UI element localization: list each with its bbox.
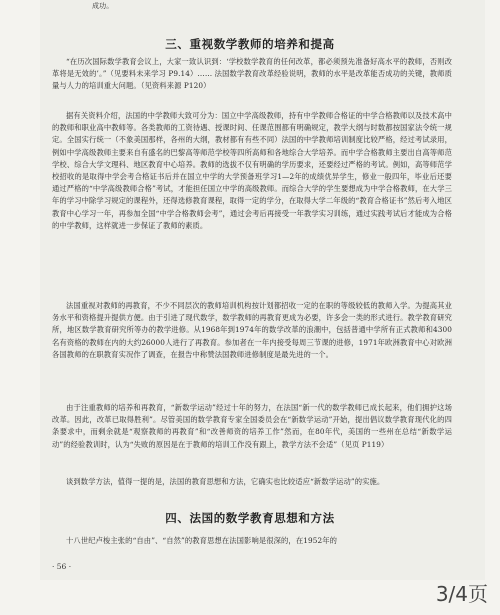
paragraph-6-text: 十八世纪卢梭主张的“自由”、“自然”的教育思想在法国影响是很深的，在1952年的: [66, 536, 337, 545]
section-4-title: 四、法国的数学教育思想和方法: [165, 511, 335, 525]
paragraph-4-text: 由于注重教师的培养和再教育，“新数学运动”经过十年的努力，在法国“新一代的数学教师已成长起来，他们拥护这场改革。因此，改革已取得胜利”。尽管美国的数学教育专家全国委员会在“新数学运动”开始，提出倡议数学教育现代化的四条要求中，而剩余就是“观察教师的再教育”和“改善师资的培养工作”然而，在80年代，美国的一些州在总结“新数学运动”的经验教训时，认为“失败的原因是在于教师的培训工作没有跟上，教学方法不会适”（见页 P119）: [52, 403, 452, 449]
section-3-title: 三、重视数学教师的培养和提高: [165, 37, 335, 51]
paragraph-3-text: 法国重视对教师的再教育，不少不同层次的教师培训机构按计划都招收一定的在职的等级较低的教师入学。为提高其业务水平和资格提升提供方便。由于引进了现代数学，数学教师的再教育更成为必要，许多会一类的形式进行。教学教育研究所，地区数学教育研究所等办的教学进修。从1968年到1974年的数学改革的浪潮中，包括普通中学所有正式教师和4300名有资格的教师在内的大约26000人进行了再教育。参加者在一年内接受每周三节课的进修，1971年欧洲教育中心对欧洲各国教师的在职教育实况作了调查，在报告中称赞法国教师进修制度是最先进的一个。: [52, 301, 452, 359]
top-line-text: 成功。: [92, 2, 114, 10]
paragraph-1: [52, 56, 452, 93]
paragraph-5-text: 谈到数学方法，值得一提的是，法国的教育思想和方法，它确实也比较适应“新数学运动”的实施。: [66, 477, 385, 486]
scanned-page: [40, 0, 485, 580]
paragraph-3: [52, 300, 452, 361]
paragraph-1-text: “在历次国际数学教育会议上，大家一致认识到：‘学校数学教育的任何改革，都必须预先准备好高水平的教师，否则改革将是无效的’。”（见要料未来学习 P9.14）…… 法国数学教育改革经验说明，教师的水平是改革能否成功的关键，教师质量与人力的培训重大问题。（见资料来源 P120）: [52, 57, 452, 91]
page-counter: 3/4页: [435, 582, 488, 606]
paragraph-2-text: 据有关资料介绍，法国的中学教师大致可分为：国立中学高级教师，持有中学教师合格证的中学合格教师以及技术高中的教师和职业高中教师等。各类教师的工资待遇、授课时间、任课范围都有明确规定，教学大纲与时数都按国家法令统一规定。全国实行统一（不象美国那样，各州的大纲，教材都有有些不同）法国的中学教师培训制度比较严格，经过考试录用，例如中学高级教师主要来自有盛名的巴黎高等师范学校等四所高师和各地综合大学培养。而中学合格教师主要出自高等师范学校、综合大学文理科、地区教育中心培养。教师的选拔不仅有明确的学历要求，还要经过严格的考试。例如，高等师范学校招收的是取得中学会考合格证书后并在国立中学的大学预备班学习1—2年的成绩优异学生，修业一般四年，毕业后还要通过严格的“中学高级教师合格”考试，才能担任国立中学的高级教师。而综合大学的学生要想成为中学合格教师，在大学三年的学习中除学习规定的课程外，还得选修教育课程，取得一定的学分，在取得大学二年级的“教育合格证书”然后考入地区教育中心学习一年，再参加全国“中学合格教师会考”，通过会考后再接受一年教学实习训练，通过实践考试后才能成为合格的中学教师，这样就进一步保证了教师的素质。: [52, 111, 452, 230]
paragraph-2: [52, 110, 452, 232]
page-number: · 56 ·: [52, 562, 72, 571]
paragraph-5: [52, 476, 452, 488]
paragraph-6: [52, 535, 452, 547]
paragraph-4: [52, 402, 452, 451]
